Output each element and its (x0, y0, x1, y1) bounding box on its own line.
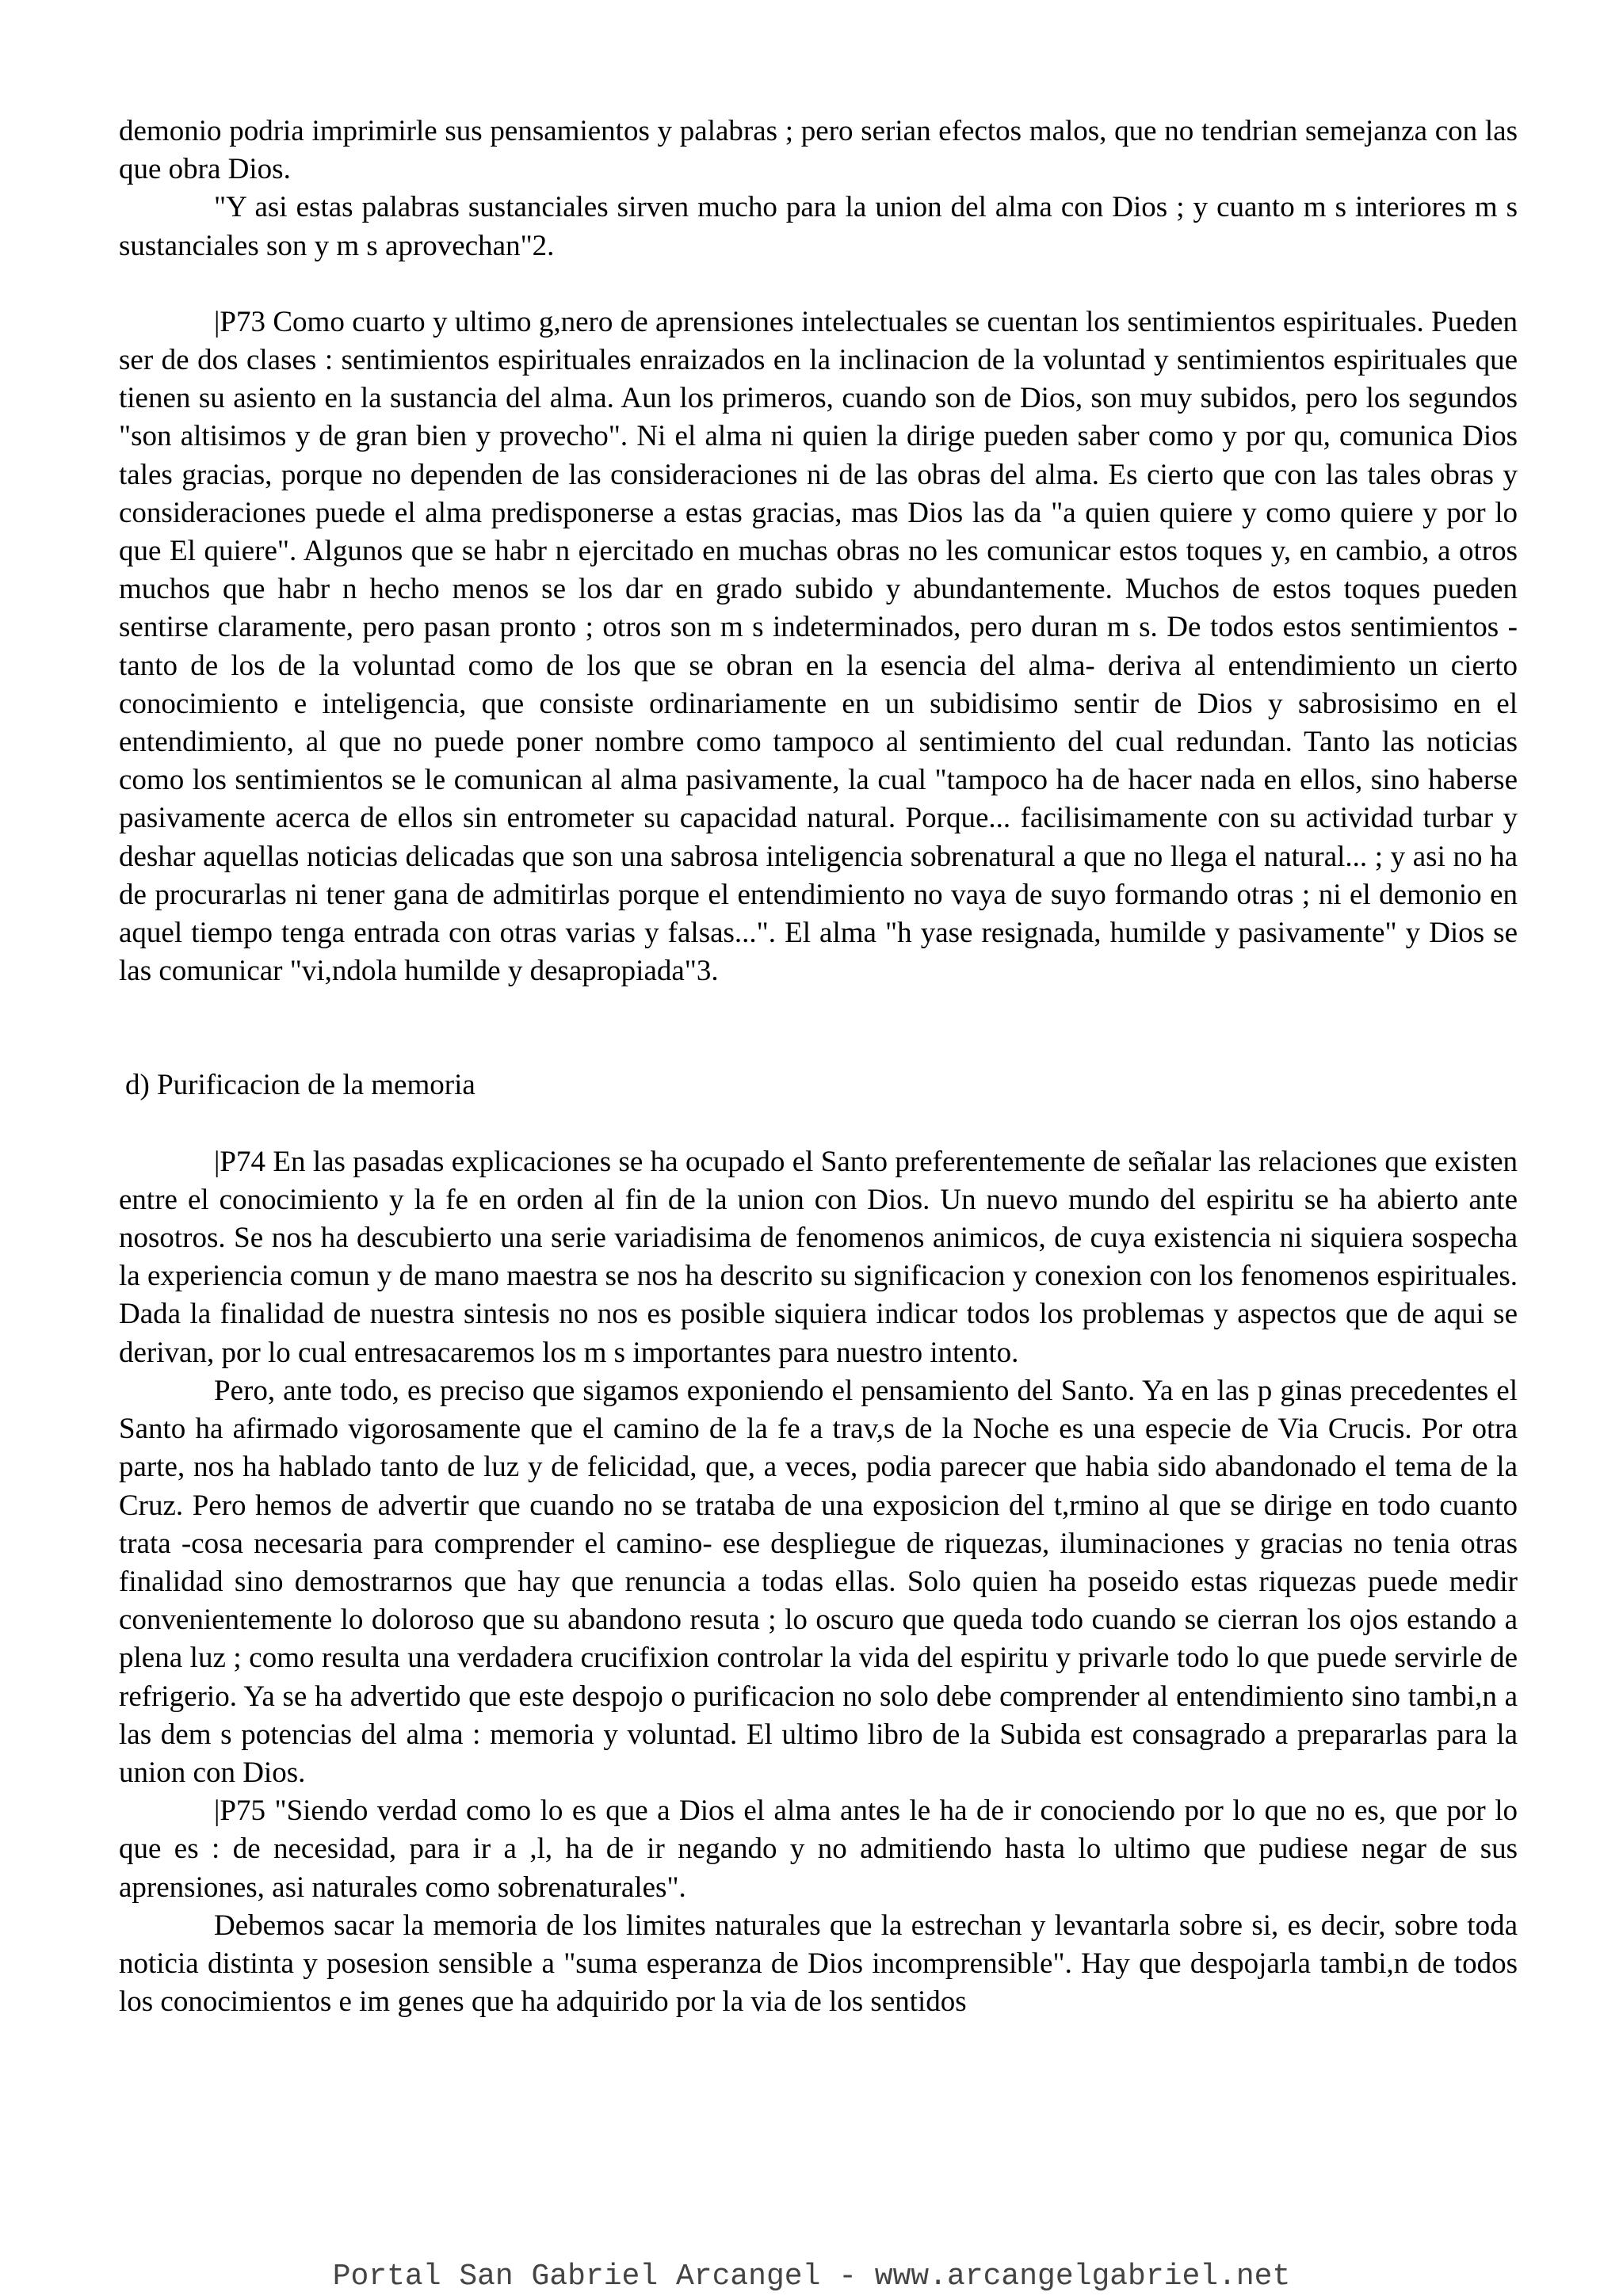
paragraph-p74: |P74 En las pasadas explicaciones se ha ocupado el Santo preferentemente de señalar las relaciones que existen entre el conocimiento y la fe en orden al fin de la union con Dios. Un nuevo mundo del espiritu se ha abierto ante nosotros. Se nos ha descubierto una serie variadisima de fenomenos animicos, de cuya existencia ni siquiera sospecha la experiencia comun y de mano maestra se nos ha descrito su significacion y conexion con los fenomenos espirituales. Dada la finalidad de nuestra sintesis no nos es posible siquiera indicar todos los problemas y aspectos que de aqui se derivan, por lo cual entresacaremos los m s importantes para nuestro intento. (119, 1145, 1518, 1369)
paragraph-via-crucis: Pero, ante todo, es preciso que sigamos exponiendo el pensamiento del Santo. Ya en las p ginas precedentes el Santo ha afirmado vigorosamente que el camino de la fe a trav,s de la Noche es una especie de Via Crucis. Por otra parte, nos ha hablado tanto de luz y de felicidad, que, a veces, podia parecer que habia sido abandonado el tema de la Cruz. Pero hemos de advertir que cuando no se trataba de una exposicion del t,rmino al que se dirige en todo cuanto trata -cosa necesaria para comprender el camino- ese despliegue de riquezas, iluminaciones y gracias no tenia otras finalidad sino demostrarnos que hay que renuncia a todas ellas. Solo quien ha poseido estas riquezas puede medir convenientemente lo doloroso que su abandono resuta ; lo oscuro que queda todo cuando se cierran los ojos estando a plena luz ; como resulta una verdadera crucifixion controlar la vida del espiritu y privarle todo lo que puede servirle de refrigerio. Ya se ha advertido que este despojo o purificacion no solo debe comprender al entendimiento sino tambi,n a las dem s potencias del alma : memoria y voluntad. El ultimo libro de la Subida est consagrado a prepararlas para la union con Dios. (119, 1374, 1518, 1789)
paragraph-continuation: demonio podria imprimirle sus pensamientos y palabras ; pero serian efectos malos, que no tendrian semejanza con las que obra Dios. (119, 115, 1518, 186)
section-heading: d) Purificacion de la memoria (125, 1069, 475, 1102)
paragraph-memoria: Debemos sacar la memoria de los limites naturales que la estrechan y levantarla sobre si, es decir, sobre toda noticia distinta y posesion sensible a "suma esperanza de Dios incomprensible". Hay que despojarla tambi,n de todos los conocimientos e im genes que ha adquirido por la via de los sentidos (119, 1909, 1518, 2019)
document-body (119, 113, 1518, 2021)
paragraph-p73: |P73 Como cuarto y ultimo g,nero de aprensiones intelectuales se cuentan los sentimientos espirituales. Pueden ser de dos clases : sentimientos espirituales enraizados en la inclinacion de la voluntad y sentimientos espirituales que tienen su asiento en la sustancia del alma. Aun los primeros, cuando son de Dios, son muy subidos, pero los segundos "son altisimos y de gran bien y provecho". Ni el alma ni quien la dirige pueden saber como y por qu, comunica Dios tales gracias, porque no dependen de las consideraciones ni de las obras del alma. Es cierto que con las tales obras y consideraciones puede el alma predisponerse a estas gracias, mas Dios las da "a quien quiere y como quiere y por lo que El quiere". Algunos que se habr n ejercitado en muchas obras no les comunicar estos toques y, en cambio, a otros muchos que habr n hecho menos se los dar en grado subido y abundantemente. Muchos de estos toques pueden sentirse claramente, pero pasan pronto ; otros son m s indeterminados, pero duran m s. De todos estos sentimientos -tanto de los de la voluntad como de los que se obran en la esencia del alma- deriva al entendimiento un cierto conocimiento e inteligencia, que consiste ordinariamente en un subidisimo sentir de Dios y sabrosisimo en el entendimiento, al que no puede poner nombre como tampoco al sentimiento del cual redundan. Tanto las noticias como los sentimientos se le comunican al alma pasivamente, la cual "tampoco ha de hacer nada en ellos, sino haberse pasivamente acerca de ellos sin entrometer su capacidad natural. Porque... facilisimamente con su actividad turbar y deshar aquellas noticias delicadas que son una sabrosa inteligencia sobrenatural a que no llega el natural... ; y asi no ha de procurarlas ni tener gana de admitirlas porque el entendimiento no vaya de suyo formando otras ; ni el demonio en aquel tiempo tenga entrada con otras varias y falsas...". El alma "h yase resignada, humilde y pasivamente" y Dios se las comunicar "vi,ndola humilde y desapropiada"3. (119, 305, 1518, 988)
page-footer: Portal San Gabriel Arcangel - www.arcangelgabriel.net (332, 2260, 1291, 2294)
paragraph-quote-palabras-sustanciales: "Y asi estas palabras sustanciales sirven mucho para la union del alma con Dios ; y cuanto m s interiores m s sustanciales son y m s aprovechan"2. (119, 191, 1518, 262)
paragraph-p75: |P75 "Siendo verdad como lo es que a Dios el alma antes le ha de ir conociendo por lo que no es, que por lo que es : de necesidad, para ir a ,l, ha de ir negando y no admitiendo hasta lo ultimo que pudiese negar de sus aprensiones, asi naturales como sobrenaturales". (119, 1794, 1518, 1904)
